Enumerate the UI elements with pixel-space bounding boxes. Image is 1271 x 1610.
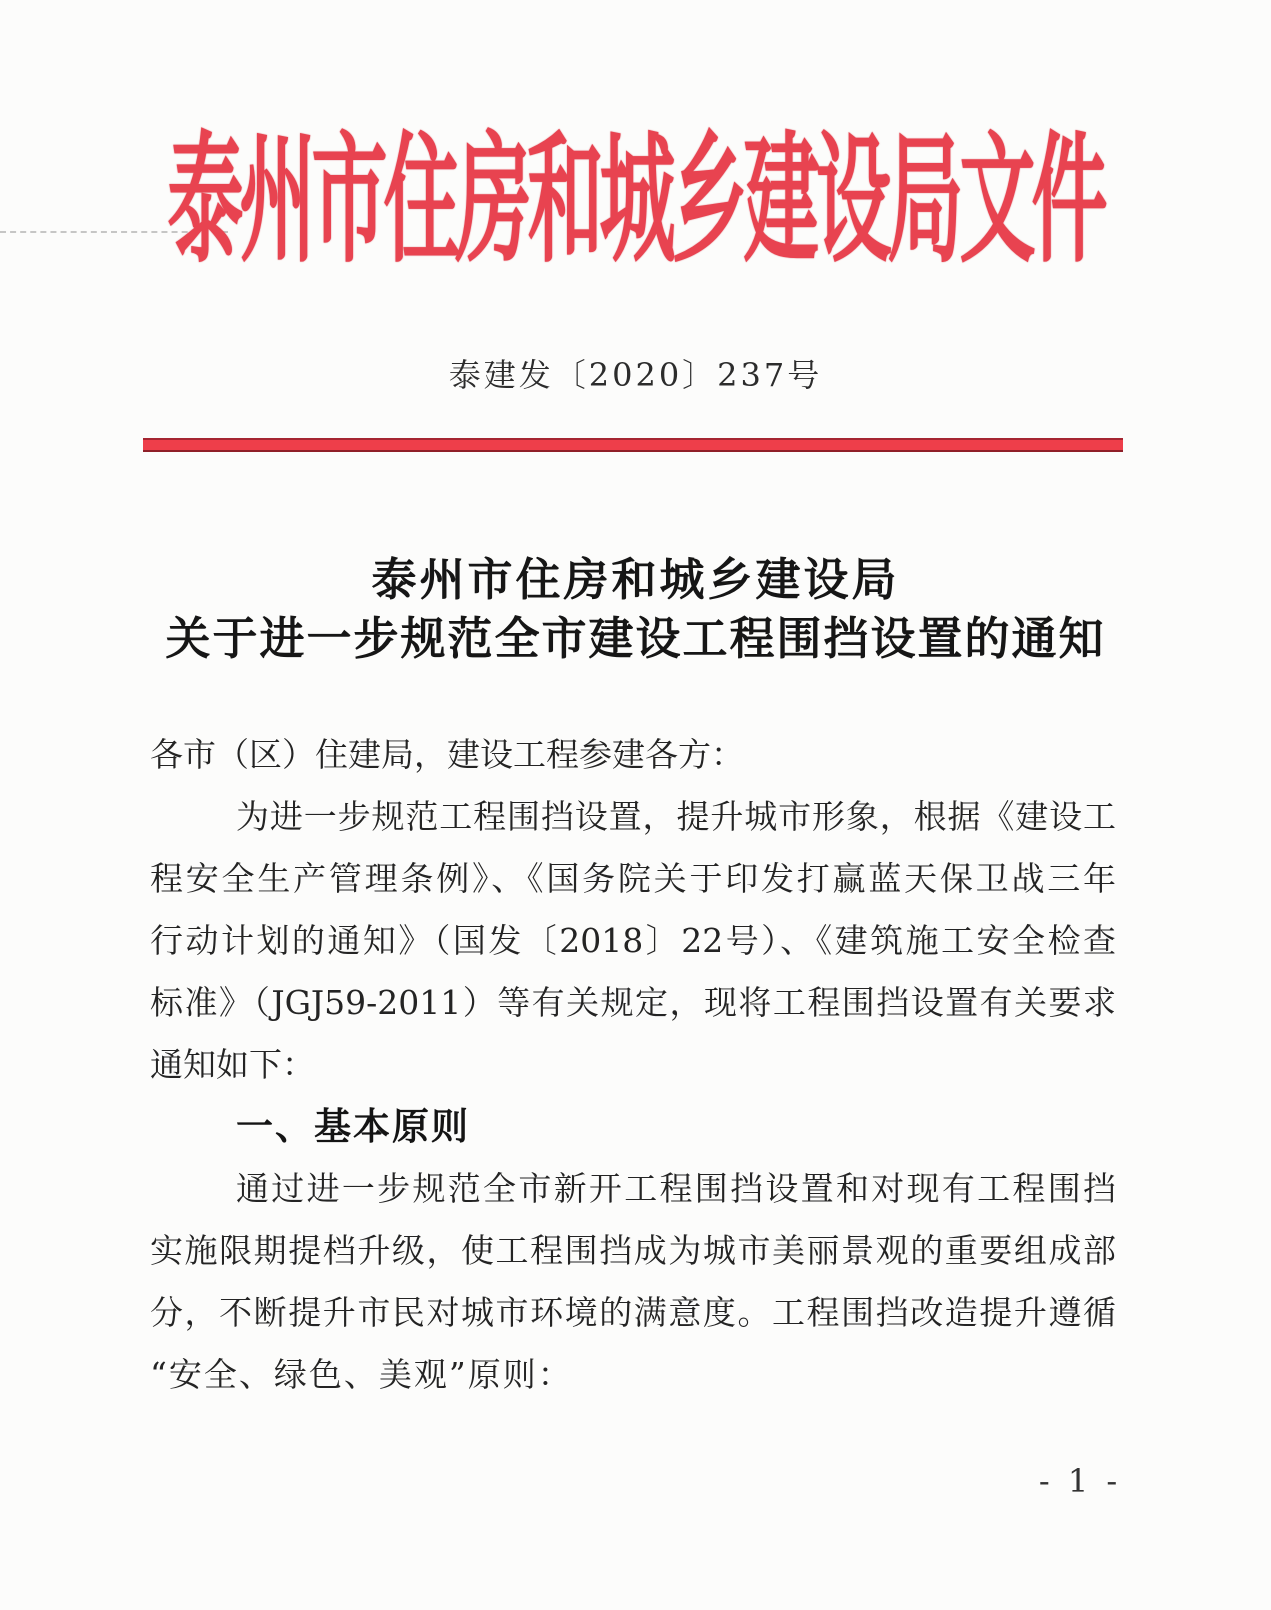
body-line: 通知如下： bbox=[150, 1045, 315, 1084]
body-line: 通过进一步规范全市新开工程围挡设置和对现有工程围挡 bbox=[236, 1169, 1116, 1208]
section-heading: 一、基本原则 bbox=[236, 1105, 470, 1148]
body-line: 程安全生产管理条例》、《国务院关于印发打赢蓝天保卫战三年 bbox=[150, 859, 1116, 898]
red-divider-line bbox=[143, 438, 1123, 452]
body-line: 为进一步规范工程围挡设置，提升城市形象，根据《建设工 bbox=[236, 797, 1116, 836]
issuing-org-banner bbox=[0, 108, 1271, 282]
document-title bbox=[0, 550, 1271, 669]
body-line: 行动计划的通知》（国发〔2018〕22号）、《建筑施工安全检查 bbox=[150, 921, 1116, 960]
issuing-org-banner-text: 泰州市住房和城乡建设局文件 bbox=[167, 116, 1104, 282]
body-line: 标准》（JGJ59-2011）等有关规定，现将工程围挡设置有关要求 bbox=[150, 983, 1116, 1022]
body-line: 分，不断提升市民对城市环境的满意度。工程围挡改造提升遵循 bbox=[150, 1293, 1116, 1332]
body-line: “安全、绿色、美观”原则： bbox=[150, 1355, 573, 1394]
document-title-line1: 泰州市住房和城乡建设局 bbox=[371, 553, 900, 606]
document-body bbox=[150, 724, 1116, 1406]
body-line: 实施限期提档升级，使工程围挡成为城市美丽景观的重要组成部 bbox=[150, 1231, 1116, 1270]
page-number: - 1 - bbox=[1038, 1462, 1122, 1500]
document-number: 泰建发〔2020〕237号 bbox=[448, 356, 823, 394]
body-line-salutation: 各市（区）住建局，建设工程参建各方： bbox=[150, 735, 744, 774]
document-title-line2: 关于进一步规范全市建设工程围挡设置的通知 bbox=[165, 612, 1106, 665]
